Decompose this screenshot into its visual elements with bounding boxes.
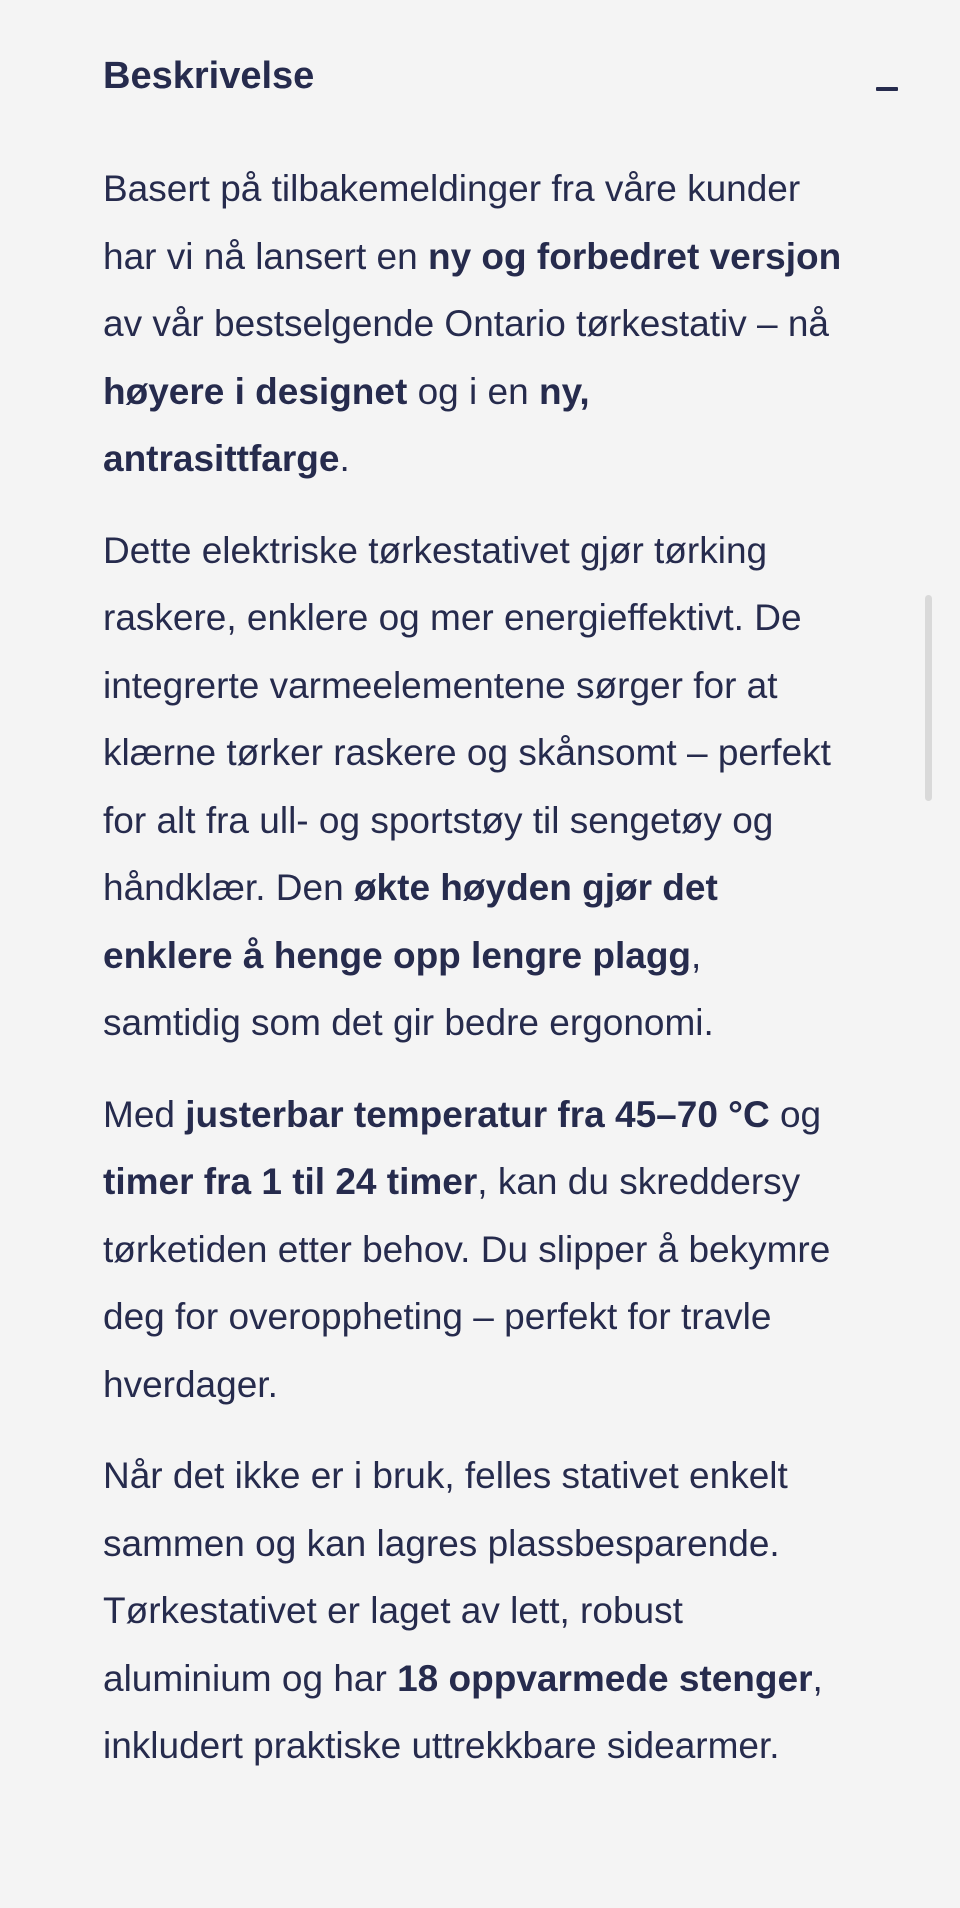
accordion-title: Beskrivelse [103,55,315,97]
description-content [103,155,843,1804]
description-paragraph [103,1442,843,1780]
description-paragraph [103,517,843,1057]
text-run: Når det ikke er i bruk, felles stativet enkelt sammen og kan lagres plassbesparende. Tørkestativet er laget av lett, robust aluminium og har [103,1455,788,1699]
scrollbar-thumb[interactable] [925,595,932,801]
bold-text: høyere i designet [103,370,408,412]
bold-text: 18 oppvarmede stenger [397,1657,813,1699]
minus-icon-bar [876,87,898,91]
accordion-header[interactable] [103,50,903,110]
text-run: , inkludert praktiske uttrekkbare sidearmer. [103,1657,823,1766]
minus-icon[interactable] [868,70,904,106]
bold-text: justerbar temperatur fra 45–70 °C [185,1093,770,1135]
text-run: , samtidig som det gir bedre ergonomi. [103,934,714,1043]
text-run: Dette elektriske tørkestativet gjør tørking raskere, enklere og mer energieffektivt. De integrerte varmeelementene sørger for at klærne tørker raskere og skånsomt – perfekt for alt fra ull- og sportstøy til sengetøy og håndklær. Den [103,529,831,908]
text-run: av vår bestselgende Ontario tørkestativ – nå [103,303,829,344]
bold-text: ny, antrasittfarge [103,370,590,479]
text-run: . [339,438,350,479]
description-paragraph [103,155,843,493]
text-run: Med [103,1093,186,1135]
bold-text: ny og forbedret versjon [427,235,842,277]
bold-text: timer fra 1 til 24 timer [103,1161,478,1202]
description-paragraph [103,1081,843,1419]
text-run: , kan du skreddersy tørketiden etter behov. Du slipper å bekymre deg for overoppheting – perfekt for travle hverdager. [103,1161,831,1405]
text-run: Basert på tilbakemeldinger fra våre kunder har vi nå lansert en [103,168,801,277]
bold-text: økte høyden gjør det enklere å henge opp lengre plagg [103,867,718,976]
text-run: og [769,1093,822,1135]
text-run: og i en [407,370,539,412]
